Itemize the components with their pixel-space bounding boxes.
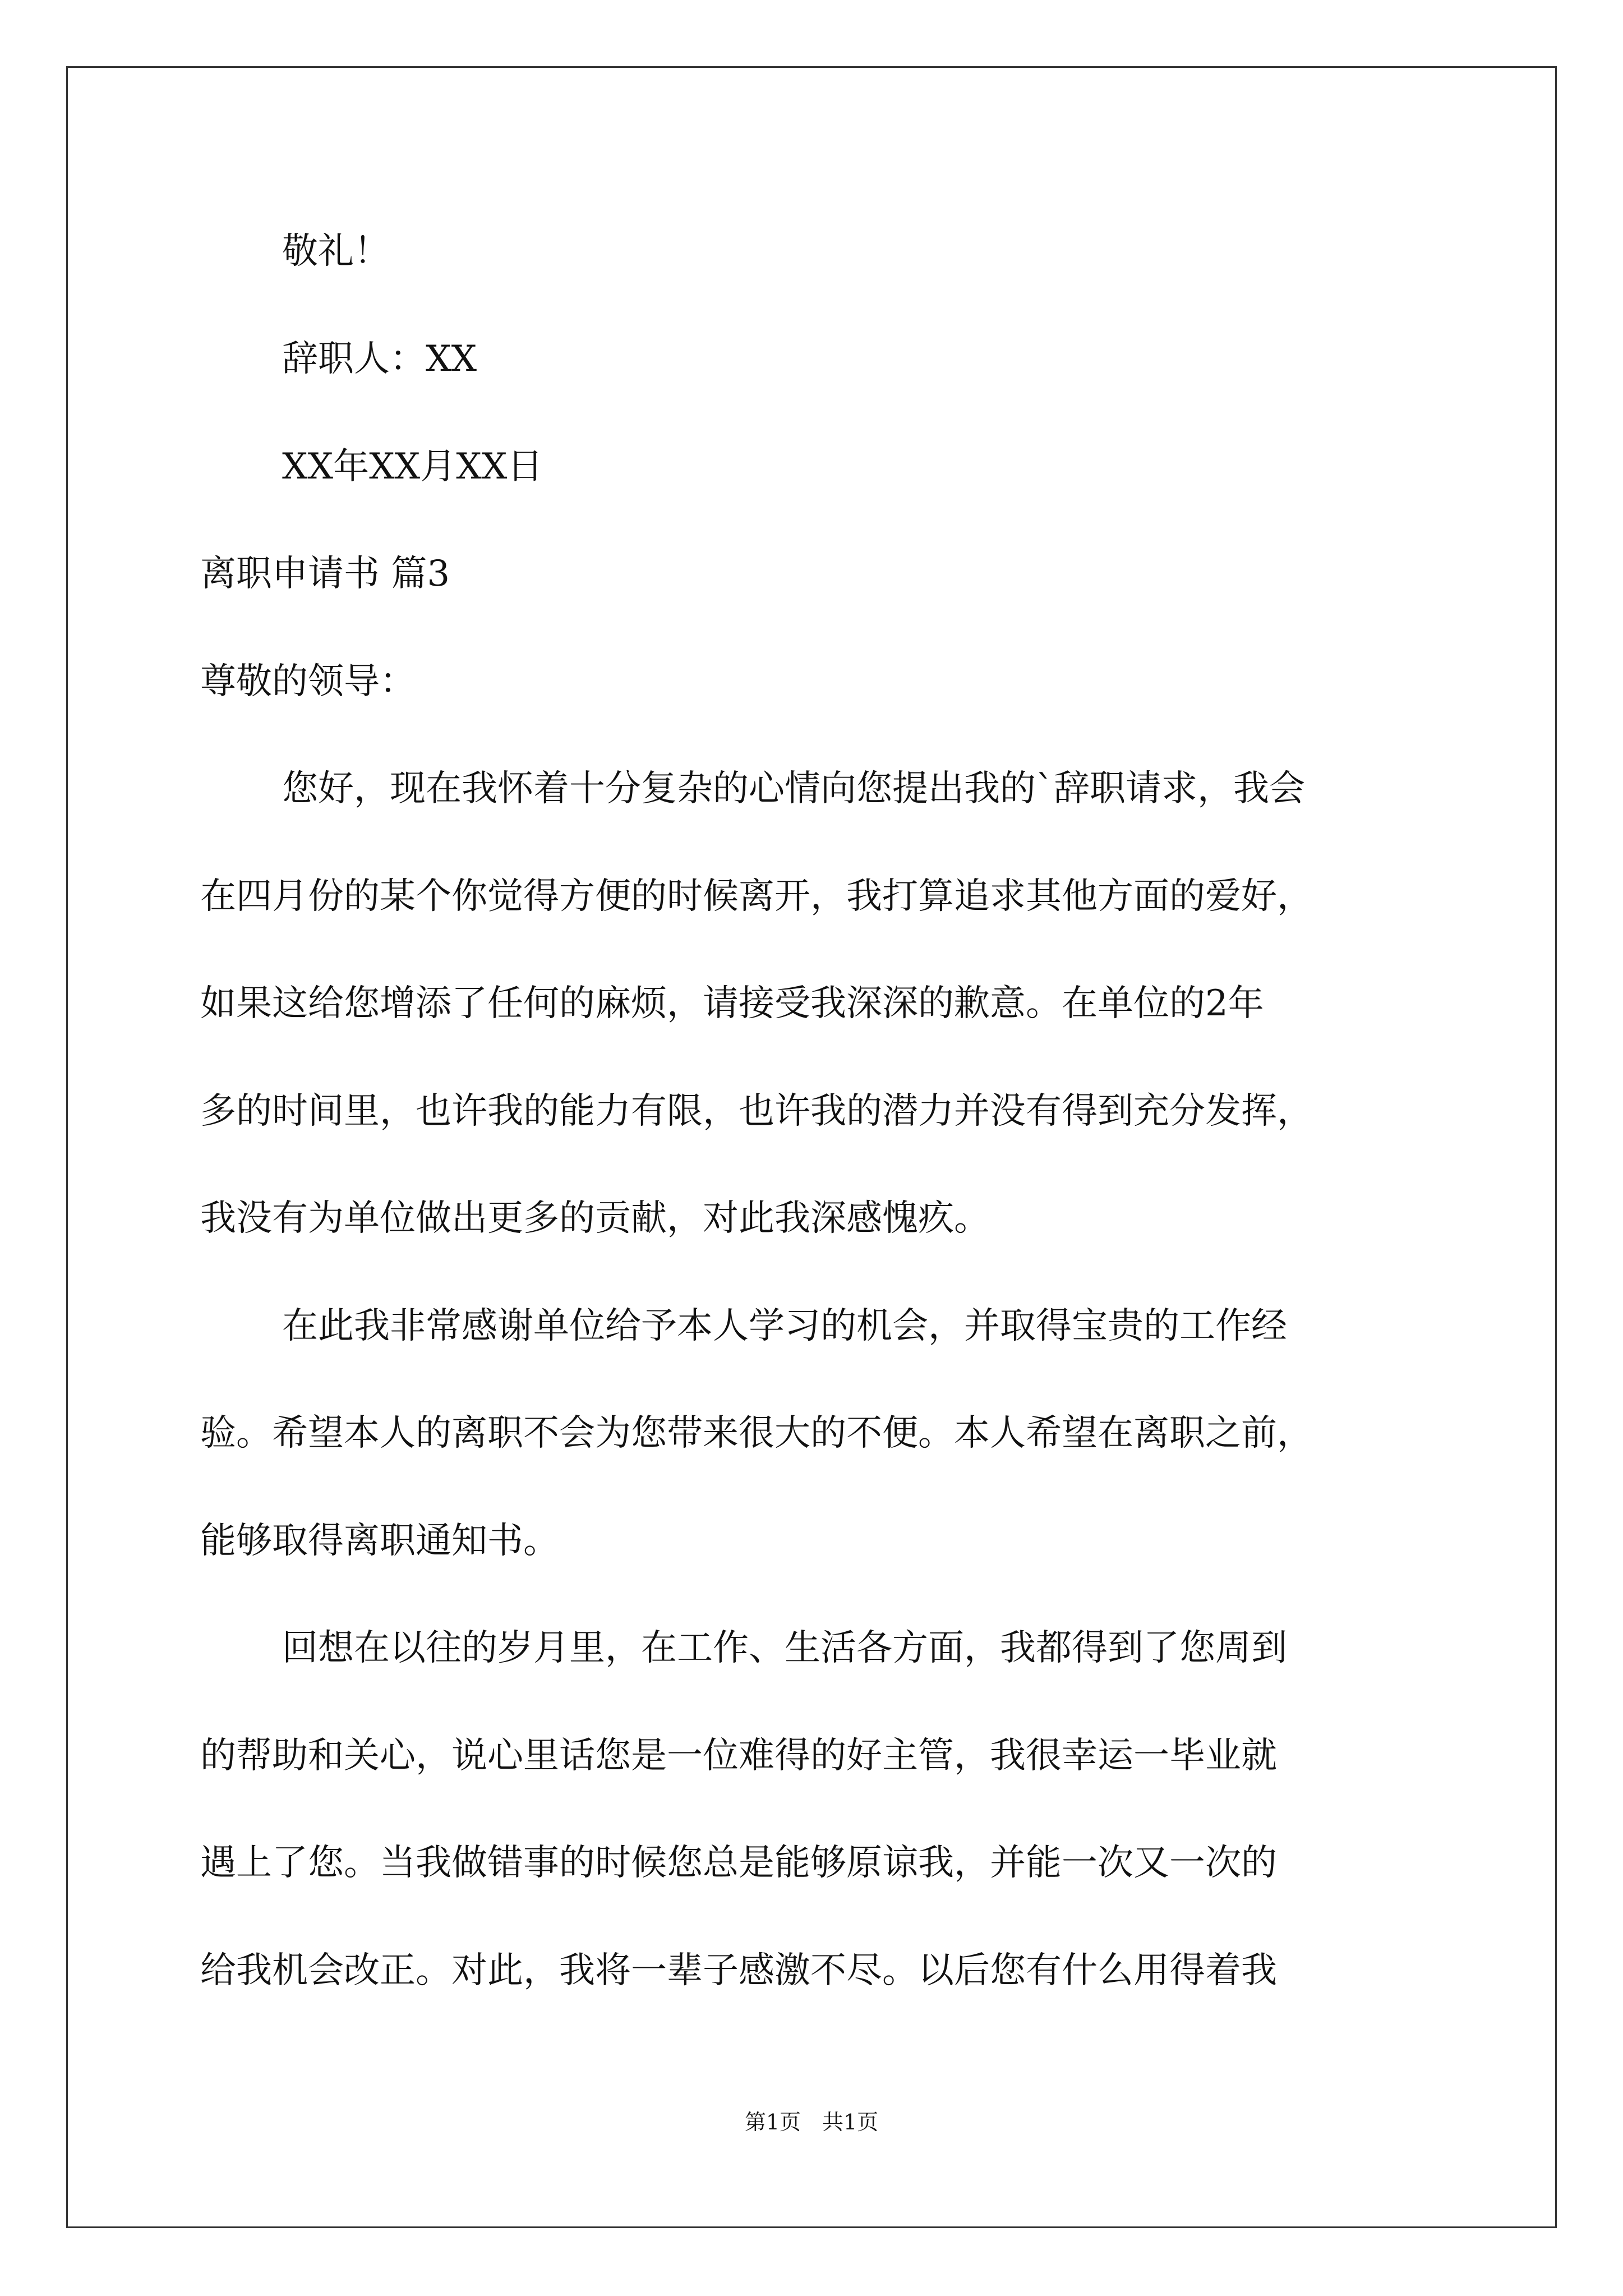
body-line: 验。希望本人的离职不会为您带来很大的不便。本人希望在离职之前，	[200, 1412, 1313, 1454]
page-footer: 第1页 共1页	[744, 2110, 879, 2134]
body-line: 在此我非常感谢单位给予本人学习的机会，并取得宝贵的工作经	[282, 1305, 1287, 1347]
body-line: 回想在以往的岁月里，在工作、生活各方面，我都得到了您周到	[282, 1627, 1287, 1669]
body-line: 遇上了您。当我做错事的时候您总是能够原谅我，并能一次又一次的	[200, 1842, 1277, 1884]
body-line: 给我机会改正。对此，我将一辈子感激不尽。以后您有什么用得着我	[200, 1950, 1277, 1991]
page-border	[66, 66, 1557, 2228]
body-line: 如果这给您增添了任何的麻烦，请接受我深深的歉意。在单位的2年	[200, 983, 1264, 1024]
body-line: 的帮助和关心，说心里话您是一位难得的好主管，我很幸运一毕业就	[200, 1735, 1277, 1777]
section-title: 离职申请书 篇3	[200, 553, 450, 595]
signature-line: 辞职人：XX	[282, 338, 477, 380]
salutation: 尊敬的领导：	[200, 661, 416, 702]
body-line: 您好，现在我怀着十分复杂的心情向您提出我的`辞职请求，我会	[282, 768, 1305, 809]
body-line: 多的时间里，也许我的能力有限，也许我的潜力并没有得到充分发挥，	[200, 1091, 1313, 1132]
body-line: 能够取得离职通知书。	[200, 1520, 559, 1562]
body-line: 我没有为单位做出更多的贡献，对此我深感愧疚。	[200, 1198, 990, 1239]
closing-line: 敬礼！	[282, 231, 390, 272]
date-line: XX年XX月XX日	[282, 446, 543, 487]
body-line: 在四月份的某个你觉得方便的时候离开，我打算追求其他方面的爱好，	[200, 876, 1313, 917]
